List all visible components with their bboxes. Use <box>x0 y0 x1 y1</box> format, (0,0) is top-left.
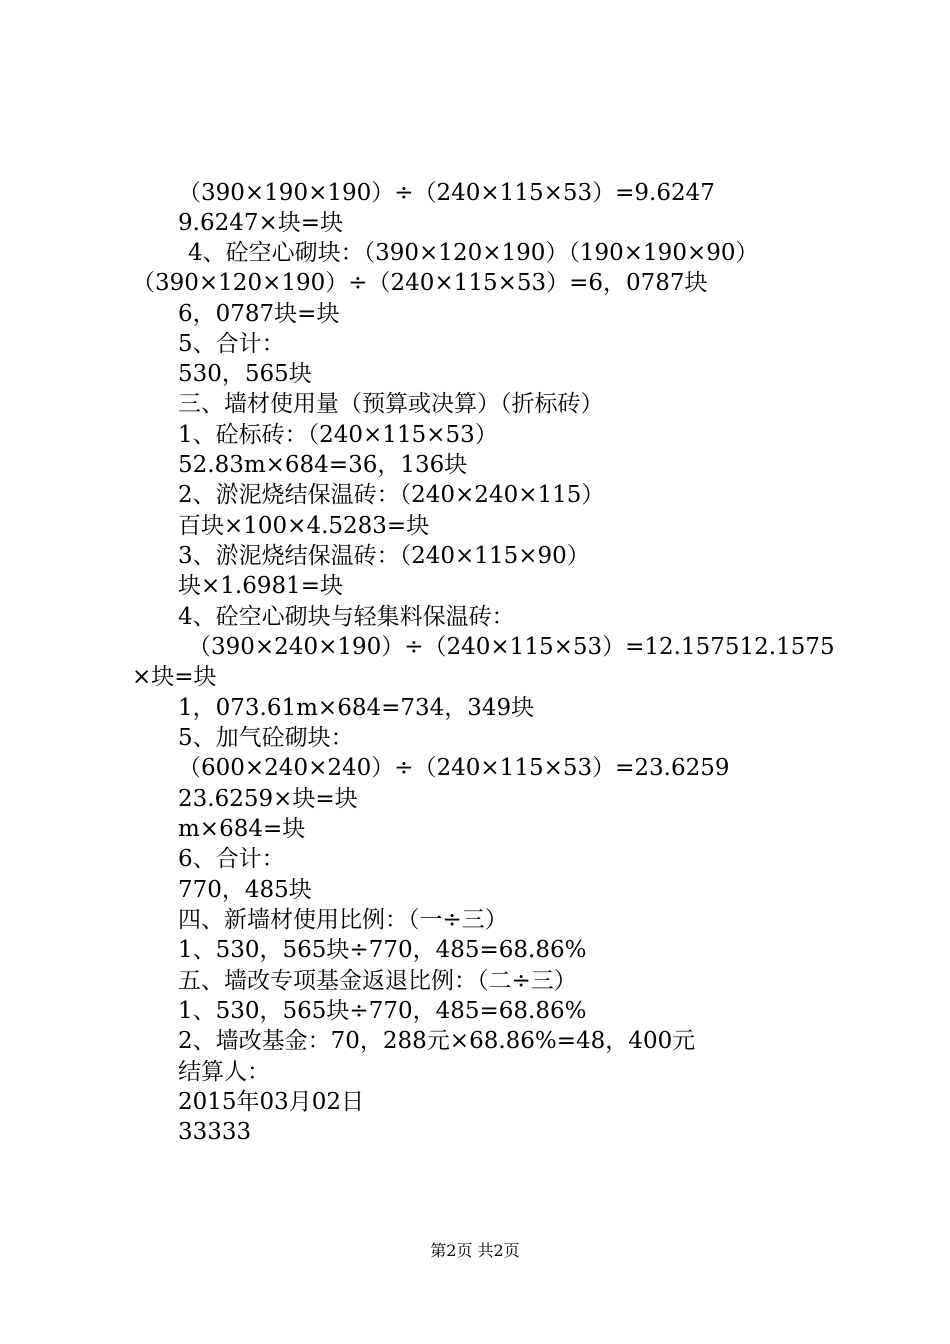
text-line: 530，565块 <box>178 361 312 387</box>
text-line: 1、530，565块÷770，485=68.86% <box>178 937 587 963</box>
text-line: 1，073.61m×684=734，349块 <box>178 695 535 721</box>
text-line: 3、淤泥烧结保温砖：（240×115×90） <box>178 543 590 569</box>
text-line: （600×240×240）÷（240×115×53）=23.6259 <box>178 755 730 781</box>
text-line: 2、淤泥烧结保温砖：（240×240×115） <box>178 482 605 508</box>
text-line: 6，0787块=块 <box>178 301 340 327</box>
text-line: 4、砼空心砌块：（390×120×190）（190×190×90） <box>188 240 759 266</box>
text-line: m×684=块 <box>178 816 306 842</box>
text-line: 5、加气砼砌块： <box>178 725 354 751</box>
text-line: 2、墙改基金：70，288元×68.86%=48，400元 <box>178 1028 696 1054</box>
text-line: 块×1.6981=块 <box>178 573 344 599</box>
text-line: 6、合计： <box>178 846 285 872</box>
section-heading: 三、墙材使用量（预算或决算）（折标砖） <box>178 391 604 417</box>
section-heading: 五、墙改专项基金返退比例：（二÷三） <box>178 968 577 994</box>
text-line: （390×120×190）÷（240×115×53）=6，0787块 <box>132 270 708 296</box>
text-line: 4、砼空心砌块与轻集料保温砖： <box>178 604 515 630</box>
section-heading: 四、新墙材使用比例：（一÷三） <box>178 907 508 933</box>
signer-label: 结算人： <box>178 1059 270 1085</box>
text-line: 百块×100×4.5283=块 <box>178 513 430 539</box>
text-line: 33333 <box>178 1119 252 1145</box>
text-line: （390×240×190）÷（240×115×53）=12.157512.1575 <box>188 634 835 660</box>
page-footer: 第2页 共2页 <box>430 1241 520 1260</box>
text-line: 5、合计： <box>178 331 285 357</box>
text-line: 1、530，565块÷770，485=68.86% <box>178 998 587 1024</box>
text-line: 23.6259×块=块 <box>178 786 358 812</box>
date-line: 2015年03月02日 <box>178 1089 365 1115</box>
text-line: 1、砼标砖：（240×115×53） <box>178 422 498 448</box>
text-line: ×块=块 <box>132 664 217 690</box>
text-line: 52.83m×684=36，136块 <box>178 452 468 478</box>
text-line: 9.6247×块=块 <box>178 210 344 236</box>
text-line: （390×190×190）÷（240×115×53）=9.6247 <box>178 180 715 206</box>
text-line: 770，485块 <box>178 877 312 903</box>
